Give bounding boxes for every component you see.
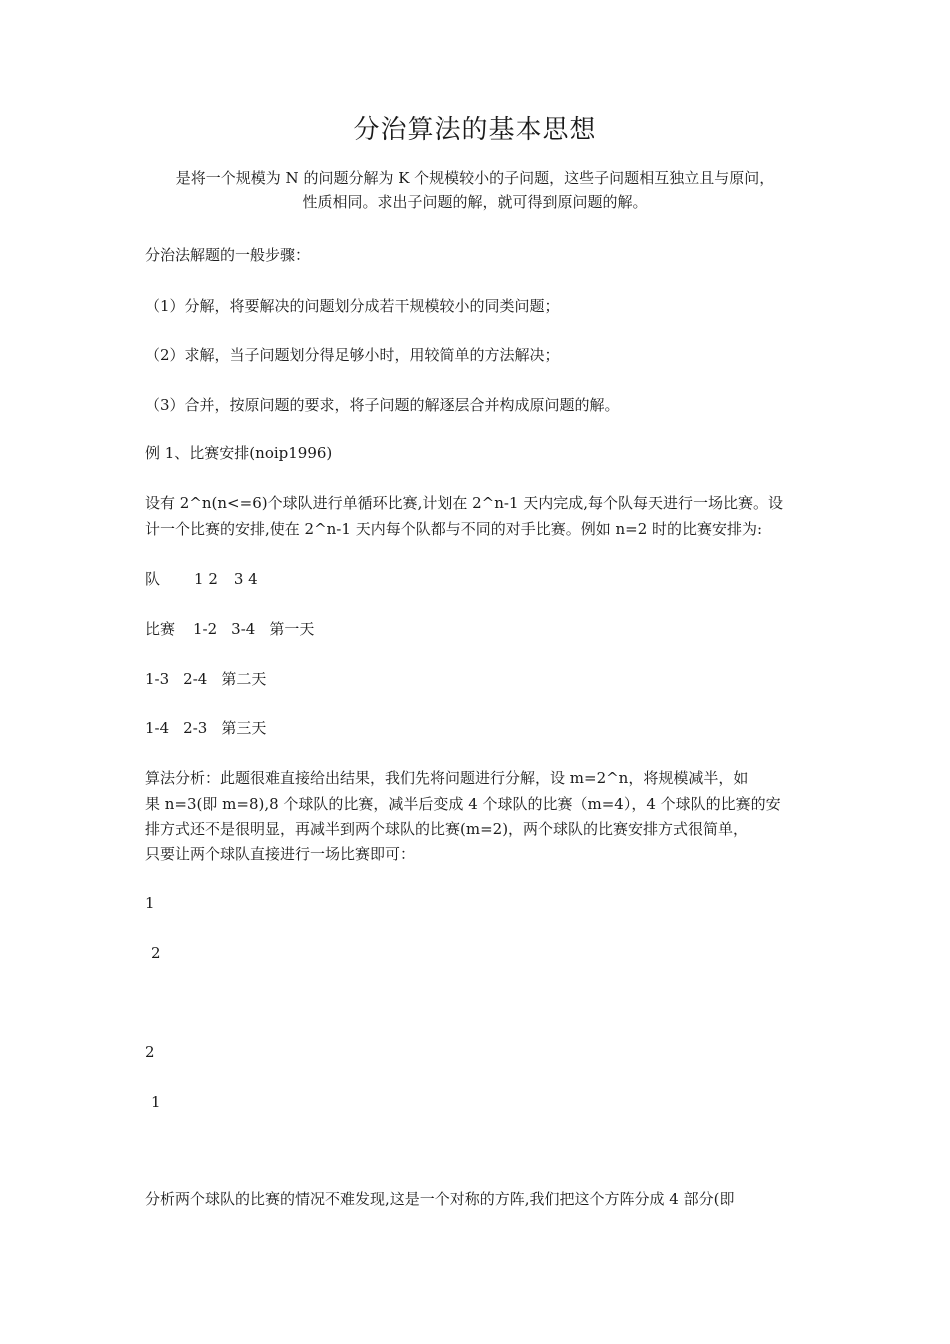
- match-label: 比赛: [145, 620, 176, 638]
- schedule-day2-row: [145, 667, 810, 691]
- matrix-row2-col2: 1: [151, 1093, 161, 1111]
- team-1-2: 1 2: [194, 570, 218, 588]
- intro-line-2: 性质相同。求出子问题的解，就可得到原问题的解。: [302, 193, 648, 211]
- schedule-day3-row: [145, 716, 810, 740]
- day3-match-a: 1-4: [145, 719, 170, 737]
- step-2: （2）求解，当子问题划分得足够小时，用较简单的方法解决；: [145, 346, 560, 364]
- step-3: （3）合并，按原问题的要求，将子问题的解逐层合并构成原问题的解。: [145, 396, 620, 414]
- analysis-line-2: 果 n=3(即 m=8),8 个球队的比赛，减半后变成 4 个球队的比赛（m=4），4 个球队的比赛的安: [145, 795, 781, 813]
- schedule-day1-row: [145, 617, 810, 641]
- intro-paragraph: [140, 166, 810, 214]
- day3-match-b: 2-3: [183, 719, 208, 737]
- day3-label: 第三天: [221, 719, 267, 737]
- page-title: 分治算法的基本思想: [353, 115, 597, 145]
- matrix-row1-col1: 1: [145, 894, 155, 912]
- day1-label: 第一天: [269, 620, 315, 638]
- schedule-team-row: [145, 567, 810, 591]
- matrix-row2-col1: 2: [145, 1043, 155, 1061]
- team-label: 队: [145, 570, 161, 588]
- problem-line-2: 计一个比赛的安排,使在 2^n-1 天内每个队都与不同的对手比赛。例如 n=2 时的比赛安排为:: [145, 520, 763, 538]
- matrix-row1-col2: 2: [151, 944, 161, 962]
- day1-match-b: 3-4: [231, 620, 256, 638]
- analysis-line-1: 算法分析：此题很难直接给出结果，我们先将问题进行分解，设 m=2^n，将规模减半，如: [145, 769, 749, 787]
- intro-line-1: 是将一个规模为 N 的问题分解为 K 个规模较小的子问题，这些子问题相互独立且与原问，: [175, 169, 775, 187]
- day2-label: 第二天: [221, 670, 267, 688]
- step-1: （1）分解，将要解决的问题划分成若干规模较小的同类问题；: [145, 297, 560, 315]
- example-title: 例 1、比赛安排(noip1996): [145, 444, 333, 462]
- closing-line: 分析两个球队的比赛的情况不难发现,这是一个对称的方阵,我们把这个方阵分成 4 部分(即: [145, 1190, 735, 1208]
- day2-match-b: 2-4: [183, 670, 208, 688]
- analysis-line-3: 排方式还不是很明显，再减半到两个球队的比赛(m=2)，两个球队的比赛安排方式很简单，: [145, 820, 749, 838]
- problem-line-1: 设有 2^n(n<=6)个球队进行单循环比赛,计划在 2^n-1 天内完成,每个队每天进行一场比赛。设: [145, 494, 784, 512]
- day2-match-a: 1-3: [145, 670, 170, 688]
- analysis-line-4: 只要让两个球队直接进行一场比赛即可：: [145, 845, 416, 863]
- day1-match-a: 1-2: [193, 620, 218, 638]
- team-3-4: 3 4: [233, 570, 258, 588]
- steps-heading: 分治法解题的一般步骤：: [145, 246, 311, 264]
